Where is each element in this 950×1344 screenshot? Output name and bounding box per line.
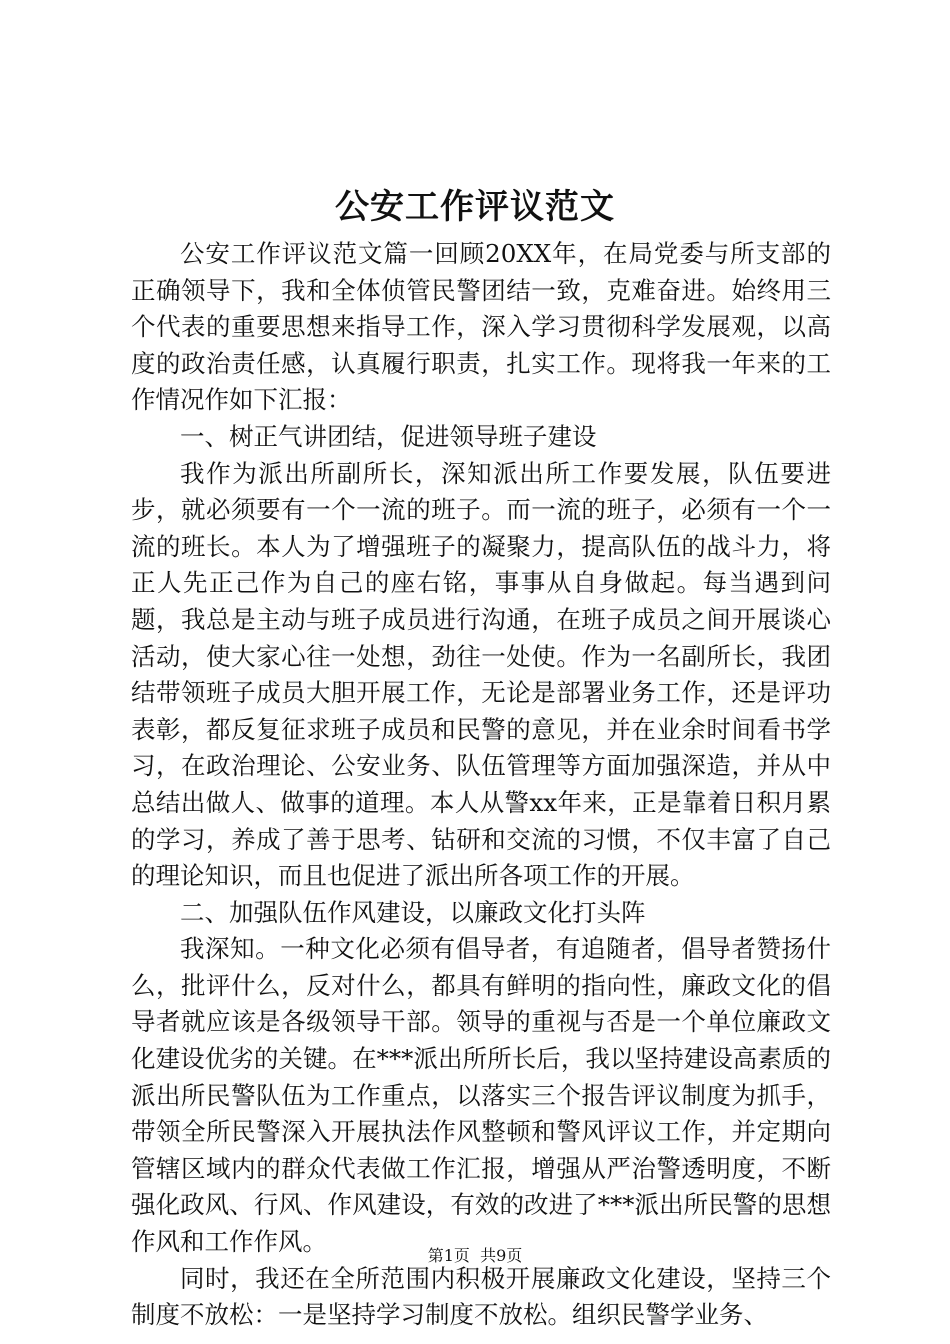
- section-heading-2: 二、加强队伍作风建设，以廉政文化打头阵: [180, 897, 646, 927]
- footer-spacer: [470, 1246, 480, 1265]
- page-total: 共9页: [480, 1246, 523, 1265]
- paragraph-intro: 公安工作评议范文篇一回顾20XX年，在局党委与所支部的正确领导下，我和全体侦管民警团结一致，克难奋进。始终用三个代表的重要思想来指导工作，深入学习贯彻科学发展观，以高度的政治责任感，认真履行职责，扎实工作。现将我一年来的工作情况作如下汇报：: [131, 239, 831, 415]
- paragraph-section-2: 我深知。一种文化必须有倡导者，有追随者，倡导者赞扬什么，批评什么，反对什么，都具有鲜明的指向性，廉政文化的倡导者就应该是各级领导干部。领导的重视与否是一个单位廉政文化建设优劣的关键。在***派出所所长后，我以坚持建设高素质的派出所民警队伍为工作重点，以落实三个报告评议制度为抓手，带领全所民警深入开展执法作风整顿和警风评议工作，并定期向管辖区域内的群众代表做工作汇报，增强从严治警透明度，不断强化政风、行风、作风建设，有效的改进了***派出所民警的思想作风和工作作风。: [131, 934, 831, 1257]
- section-heading-1: 一、树正气讲团结，促进领导班子建设: [180, 421, 597, 451]
- paragraph-section-2-cont: 同时，我还在全所范围内积极开展廉政文化建设，坚持三个制度不放松：一是坚持学习制度不放松。组织民警学业务、: [131, 1263, 831, 1330]
- page-number: 第1页: [427, 1246, 470, 1265]
- paragraph-section-1: 我作为派出所副所长，深知派出所工作要发展，队伍要进步，就必须要有一个一流的班子。而一流的班子，必须有一个一流的班长。本人为了增强班子的凝聚力，提高队伍的战斗力，将正人先正己作为自己的座右铭，事事从自身做起。每当遇到问题，我总是主动与班子成员进行沟通，在班子成员之间开展谈心活动，使大家心往一处想，劲往一处使。作为一名副所长，我团结带领班子成员大胆开展工作，无论是部署业务工作，还是评功表彰，都反复征求班子成员和民警的意见，并在业余时间看书学习，在政治理论、公安业务、队伍管理等方面加强深造，并从中总结出做人、做事的道理。本人从警xx年来，正是靠着日积月累的学习，养成了善于思考、钻研和交流的习惯，不仅丰富了自己的理论知识，而且也促进了派出所各项工作的开展。: [131, 458, 831, 891]
- document-body: [131, 236, 831, 1334]
- document-title: 公安工作评议范文: [335, 187, 615, 227]
- page-footer: [0, 1245, 950, 1267]
